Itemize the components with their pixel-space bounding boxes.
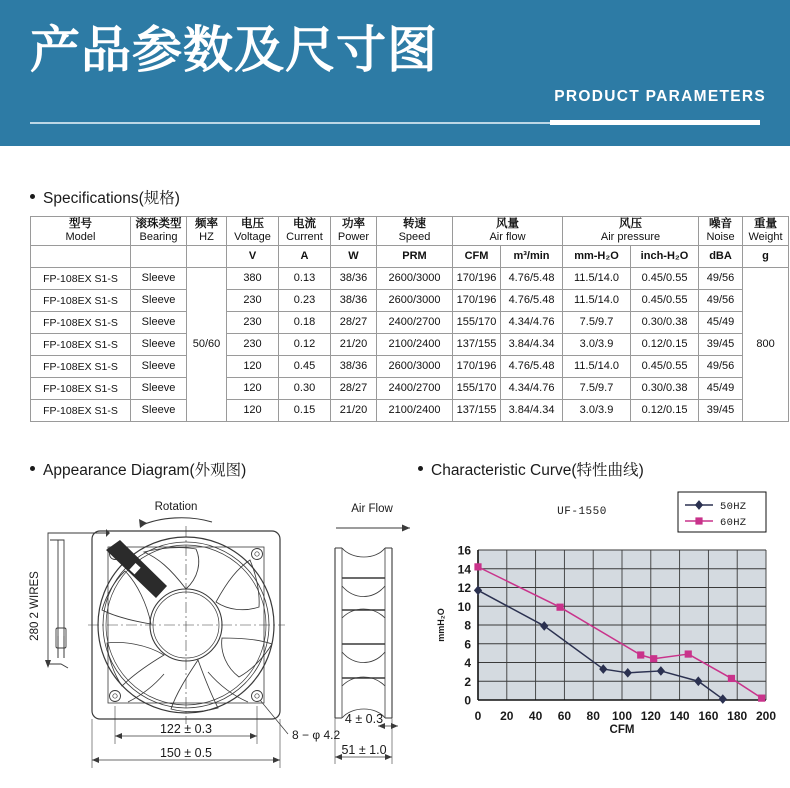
unit-cfm: CFM [453, 246, 501, 268]
col-header-bearing: 滚珠类型 Bearing [131, 217, 187, 246]
cell-model: FP-108EX S1-S [31, 400, 131, 422]
cell-current: 0.45 [279, 356, 331, 378]
cell-mm-h2o: 11.5/14.0 [563, 356, 631, 378]
cell-voltage: 120 [227, 378, 279, 400]
chart-data-point [475, 564, 481, 570]
cell-noise: 39/45 [699, 334, 743, 356]
cell-power: 38/36 [331, 356, 377, 378]
unit-cell-model-blank [31, 246, 131, 268]
cell-power: 38/36 [331, 268, 377, 290]
cell-inch-h2o: 0.30/0.38 [631, 378, 699, 400]
chart-y-tick-label: 4 [464, 656, 471, 670]
bullet-icon [418, 466, 423, 471]
cell-bearing: Sleeve [131, 290, 187, 312]
cell-current: 0.15 [279, 400, 331, 422]
section-label-appearance: Appearance Diagram(外观图) [43, 462, 247, 479]
cell-voltage: 380 [227, 268, 279, 290]
cell-model: FP-108EX S1-S [31, 268, 131, 290]
unit-dba: dBA [699, 246, 743, 268]
cell-inch-h2o: 0.45/0.55 [631, 268, 699, 290]
chart-y-tick-label: 16 [457, 543, 471, 558]
col-header-weight: 重量 Weight [743, 217, 789, 246]
cell-m3min: 4.76/5.48 [501, 290, 563, 312]
page-title: 产品参数及尺寸图 [30, 22, 438, 78]
cell-model: FP-108EX S1-S [31, 356, 131, 378]
dimension-holes: 8 − φ 4.2 [292, 728, 341, 742]
chart-x-tick-label: 40 [528, 709, 543, 723]
cell-mm-h2o: 7.5/9.7 [563, 312, 631, 334]
cell-current: 0.18 [279, 312, 331, 334]
cell-mm-h2o: 11.5/14.0 [563, 290, 631, 312]
performance-chart [430, 486, 780, 778]
chart-x-tick-label: 180 [727, 709, 748, 723]
cell-noise: 45/49 [699, 312, 743, 334]
chart-x-tick-label: 60 [557, 709, 572, 723]
chart-y-tick-label: 8 [464, 618, 471, 633]
cell-weight-merged: 800 [743, 268, 789, 422]
cell-speed: 2600/3000 [377, 356, 453, 378]
appearance-diagram [20, 486, 420, 778]
chart-x-tick-label: 20 [500, 709, 514, 723]
cell-cfm: 155/170 [453, 378, 501, 400]
cell-current: 0.13 [279, 268, 331, 290]
bullet-icon [30, 466, 35, 471]
dimension-outer: 150 ± 0.5 [159, 746, 213, 760]
chart-y-axis-label: mmH₂O [436, 608, 446, 642]
col-header-airpressure: 风压 Air pressure [563, 217, 699, 246]
section-label-characteristic: Characteristic Curve(特性曲线) [431, 462, 644, 479]
cell-inch-h2o: 0.45/0.55 [631, 290, 699, 312]
cell-bearing: Sleeve [131, 334, 187, 356]
cell-mm-h2o: 3.0/3.9 [563, 400, 631, 422]
chart-x-tick-label: 200 [755, 709, 777, 723]
cell-speed: 2100/2400 [377, 400, 453, 422]
cell-mm-h2o: 3.0/3.9 [563, 334, 631, 356]
table-row [31, 290, 789, 312]
chart-data-point [557, 604, 563, 610]
cell-voltage: 120 [227, 356, 279, 378]
specifications-table-wrapper [30, 216, 783, 422]
unit-voltage: V [227, 246, 279, 268]
chart-x-tick-label: 100 [611, 709, 633, 723]
col-header-airflow: 风量 Air flow [453, 217, 563, 246]
cell-current: 0.23 [279, 290, 331, 312]
cell-speed: 2600/3000 [377, 268, 453, 290]
cell-bearing: Sleeve [131, 312, 187, 334]
cell-power: 28/27 [331, 378, 377, 400]
section-heading-characteristic-curve [418, 458, 644, 480]
page-header-banner [0, 0, 790, 146]
cell-mm-h2o: 11.5/14.0 [563, 268, 631, 290]
table-row [31, 312, 789, 334]
cell-mm-h2o: 7.5/9.7 [563, 378, 631, 400]
table-row [31, 400, 789, 422]
cell-m3min: 3.84/4.34 [501, 334, 563, 356]
cell-inch-h2o: 0.45/0.55 [631, 356, 699, 378]
label-airflow: Air Flow [351, 503, 393, 515]
cell-m3min: 3.84/4.34 [501, 400, 563, 422]
chart-y-tick-label: 14 [457, 562, 471, 577]
unit-current: A [279, 246, 331, 268]
col-header-power: 功率 Power [331, 217, 377, 246]
cell-m3min: 4.76/5.48 [501, 356, 563, 378]
chart-y-tick-label: 6 [464, 637, 471, 652]
cell-bearing: Sleeve [131, 356, 187, 378]
chart-legend-label-60hz: 60HZ [720, 517, 747, 529]
unit-mm-h2o: mm-H₂O [563, 246, 631, 268]
cell-inch-h2o: 0.30/0.38 [631, 312, 699, 334]
cell-noise: 49/56 [699, 356, 743, 378]
unit-m3min: m³/min [501, 246, 563, 268]
cell-speed: 2400/2700 [377, 312, 453, 334]
section-label-specifications: Specifications(规格) [43, 190, 180, 207]
page-subtitle: PRODUCT PARAMETERS [554, 88, 766, 105]
cell-power: 21/20 [331, 334, 377, 356]
cell-power: 21/20 [331, 400, 377, 422]
unit-inch-h2o: inch-H₂O [631, 246, 699, 268]
col-header-current: 电流 Current [279, 217, 331, 246]
dimension-depth: 51 ± 1.0 [341, 743, 387, 757]
section-heading-appearance [30, 458, 246, 480]
characteristic-curve-chart [430, 486, 780, 778]
unit-cell-hz-blank [187, 246, 227, 268]
chart-y-tick-label: 0 [464, 693, 471, 708]
cell-cfm: 137/155 [453, 400, 501, 422]
chart-x-tick-label: 0 [474, 709, 482, 723]
cell-inch-h2o: 0.12/0.15 [631, 400, 699, 422]
section-heading-specifications [30, 186, 180, 208]
cell-noise: 45/49 [699, 378, 743, 400]
cell-speed: 2400/2700 [377, 378, 453, 400]
cell-cfm: 155/170 [453, 312, 501, 334]
chart-y-tick-label: 2 [464, 674, 471, 689]
col-header-speed: 转速 Speed [377, 217, 453, 246]
unit-power: W [331, 246, 377, 268]
cell-voltage: 230 [227, 312, 279, 334]
specifications-table [30, 216, 789, 422]
cell-m3min: 4.76/5.48 [501, 268, 563, 290]
chart-x-tick-label: 120 [640, 709, 661, 723]
chart-data-point [696, 518, 702, 524]
label-rotation: Rotation [154, 501, 198, 513]
cell-model: FP-108EX S1-S [31, 334, 131, 356]
specifications-table-body [31, 268, 789, 422]
cell-cfm: 170/196 [453, 290, 501, 312]
cell-cfm: 170/196 [453, 268, 501, 290]
chart-x-tick-label: 80 [586, 709, 600, 723]
cell-speed: 2100/2400 [377, 334, 453, 356]
cell-inch-h2o: 0.12/0.15 [631, 334, 699, 356]
unit-gram: g [743, 246, 789, 268]
cell-model: FP-108EX S1-S [31, 290, 131, 312]
cell-cfm: 170/196 [453, 356, 501, 378]
unit-cell-bearing-blank [131, 246, 187, 268]
col-header-hz: 频率 HZ [187, 217, 227, 246]
cell-bearing: Sleeve [131, 268, 187, 290]
chart-x-tick-label: 140 [669, 709, 690, 723]
cell-m3min: 4.34/4.76 [501, 378, 563, 400]
cell-power: 28/27 [331, 312, 377, 334]
chart-title: UF-1550 [557, 506, 607, 518]
chart-data-point [638, 652, 644, 658]
table-row [31, 268, 789, 290]
label-wires: 280 2 WIRES [29, 571, 41, 641]
chart-data-point [728, 675, 734, 681]
chart-legend-label-50hz: 50HZ [720, 501, 747, 513]
cell-power: 38/36 [331, 290, 377, 312]
table-header-row-units [31, 246, 789, 268]
chart-data-point [758, 695, 764, 701]
table-row [31, 356, 789, 378]
cell-hz-merged: 50/60 [187, 268, 227, 422]
cell-model: FP-108EX S1-S [31, 312, 131, 334]
col-header-model: 型号 Model [31, 217, 131, 246]
chart-data-point [685, 651, 691, 657]
chart-y-tick-label: 12 [457, 581, 471, 595]
banner-divider-accent [550, 120, 760, 125]
cell-model: FP-108EX S1-S [31, 378, 131, 400]
cell-voltage: 230 [227, 334, 279, 356]
cell-current: 0.30 [279, 378, 331, 400]
table-row [31, 378, 789, 400]
dimension-blade: 4 ± 0.3 [344, 712, 384, 726]
table-row [31, 334, 789, 356]
cell-m3min: 4.34/4.76 [501, 312, 563, 334]
cell-cfm: 137/155 [453, 334, 501, 356]
cell-voltage: 230 [227, 290, 279, 312]
bullet-icon [30, 194, 35, 199]
chart-x-axis-label: CFM [609, 724, 635, 736]
unit-speed: PRM [377, 246, 453, 268]
fan-technical-drawing [20, 486, 420, 778]
cell-noise: 49/56 [699, 290, 743, 312]
cell-noise: 39/45 [699, 400, 743, 422]
cell-noise: 49/56 [699, 268, 743, 290]
cell-current: 0.12 [279, 334, 331, 356]
cell-bearing: Sleeve [131, 378, 187, 400]
chart-y-tick-label: 10 [457, 599, 471, 614]
dimension-inner: 122 ± 0.3 [159, 722, 213, 736]
cell-voltage: 120 [227, 400, 279, 422]
chart-x-tick-label: 160 [698, 709, 719, 723]
col-header-voltage: 电压 Voltage [227, 217, 279, 246]
cell-speed: 2600/3000 [377, 290, 453, 312]
col-header-noise: 噪音 Noise [699, 217, 743, 246]
chart-data-point [650, 656, 656, 662]
cell-bearing: Sleeve [131, 400, 187, 422]
